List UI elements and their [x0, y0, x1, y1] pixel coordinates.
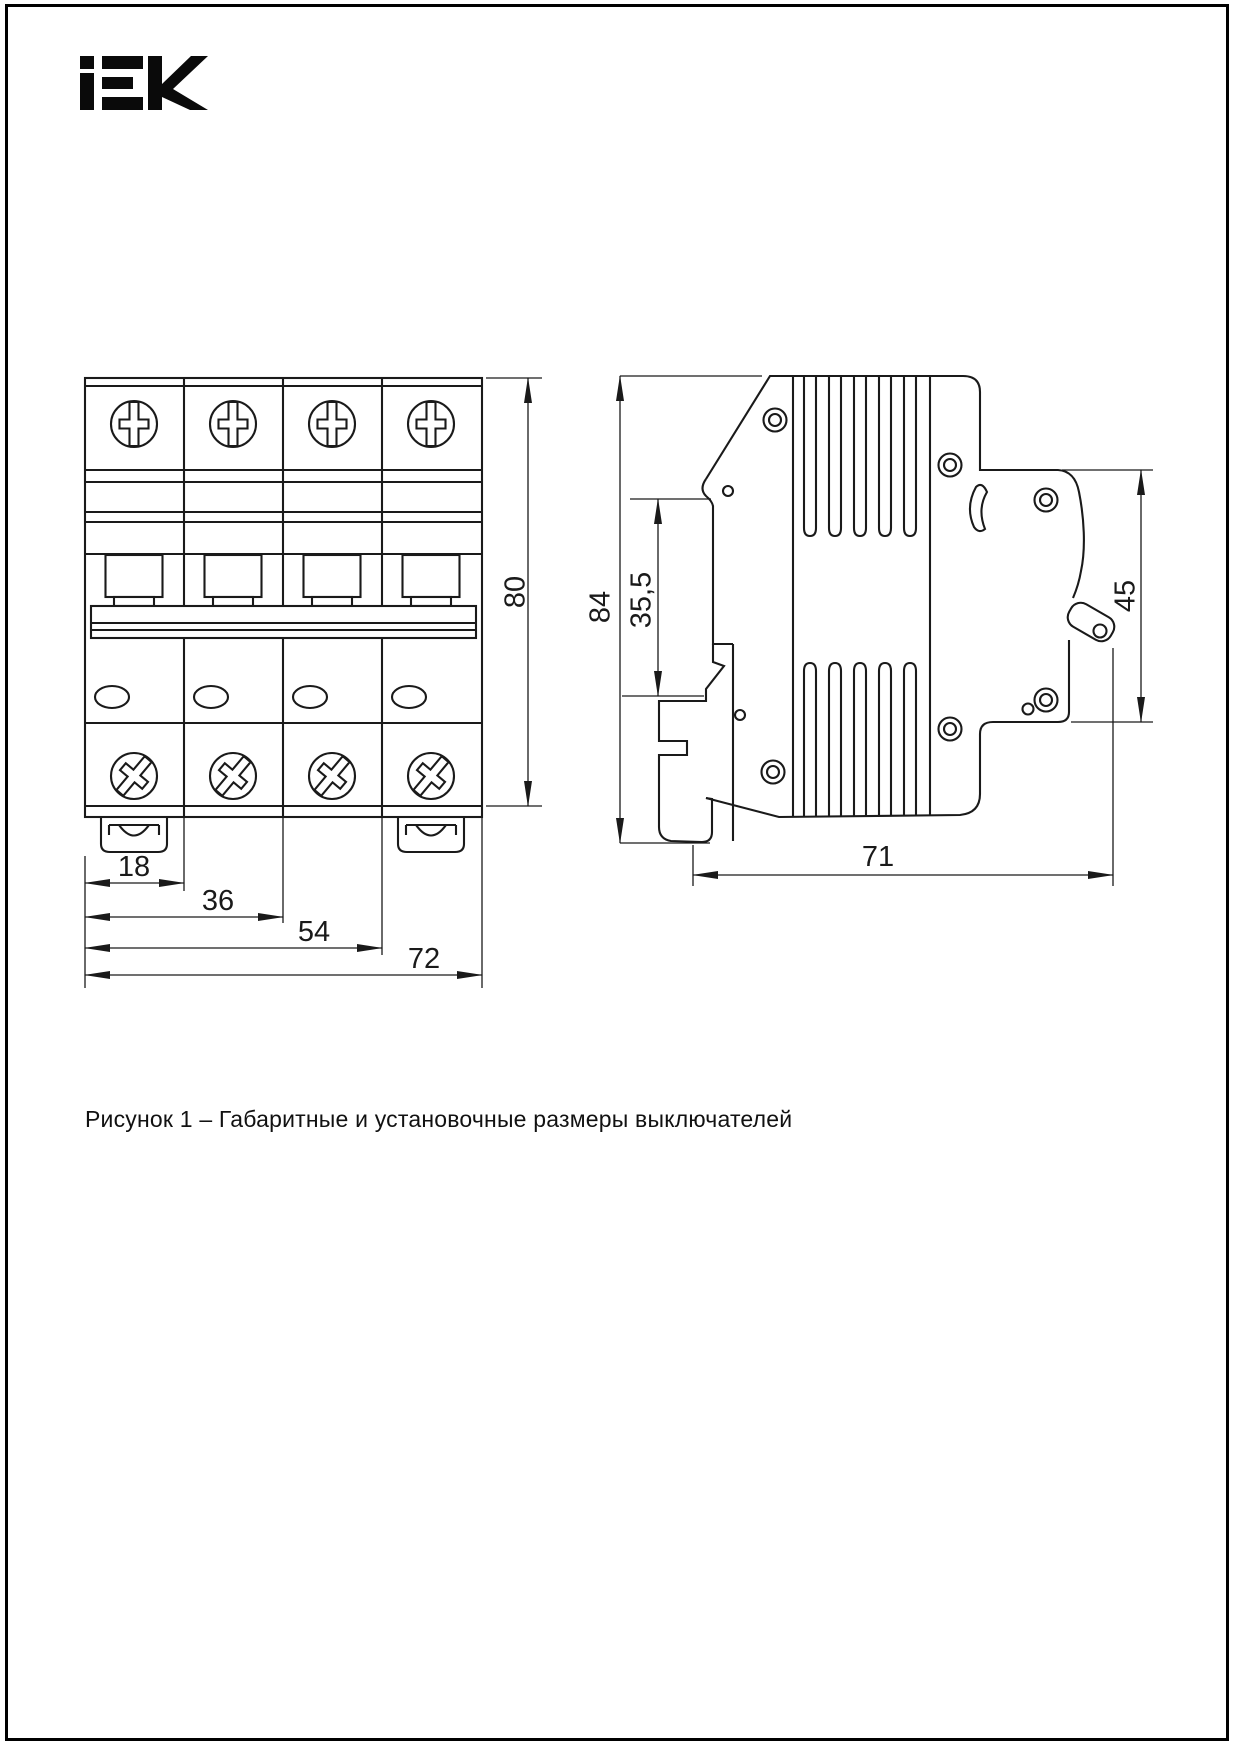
logo-k-lower-arm: [162, 89, 208, 110]
side-rivet-icons: [762, 409, 1058, 784]
side-curved-slot: [970, 485, 987, 531]
front-view: [85, 378, 542, 988]
dim-label-80: 80: [499, 575, 532, 609]
dimension-drawing: [0, 300, 1240, 1040]
side-view: [585, 376, 1153, 886]
logo-i-stem: [80, 73, 94, 110]
front-indicator-windows: [95, 686, 426, 708]
side-dim-35-5: [622, 499, 711, 696]
figure-caption: Рисунок 1 – Габаритные и установочные размеры выключателей: [85, 1106, 793, 1132]
dim-label-36: 36: [201, 885, 235, 917]
logo-e-mid: [102, 77, 133, 89]
side-outline-upper: [706, 376, 1084, 598]
dim-label-35-5: 35,5: [625, 571, 658, 629]
side-din-channel: [703, 479, 734, 841]
iek-logo-letters: [80, 56, 208, 110]
dim-label-84: 84: [584, 590, 617, 624]
logo-e-bottom: [102, 97, 143, 110]
side-dim-45: [1062, 470, 1153, 722]
iek-logo-graphic: [80, 56, 210, 112]
front-width-dimensions: [85, 817, 482, 988]
front-height-dimension: [486, 378, 542, 806]
side-din-clip: [659, 644, 724, 842]
side-vent-slots-bottom: [804, 663, 916, 816]
iek-logo: [80, 56, 210, 117]
dim-label-71: 71: [861, 841, 895, 873]
logo-k-stem: [148, 56, 162, 110]
side-vent-slots-top: [804, 377, 916, 536]
logo-e-top: [102, 56, 143, 69]
front-tie-bar: [91, 606, 476, 638]
dim-label-45: 45: [1109, 579, 1142, 613]
dim-label-18: 18: [117, 851, 151, 883]
side-dim-84: [585, 376, 762, 843]
side-panel-lines: [793, 377, 930, 816]
side-outline-lower: [706, 640, 1069, 817]
logo-i-dot: [80, 56, 94, 69]
dim-label-72: 72: [407, 943, 441, 975]
dim-label-54: 54: [297, 916, 331, 948]
logo-k-upper-arm: [162, 56, 208, 89]
